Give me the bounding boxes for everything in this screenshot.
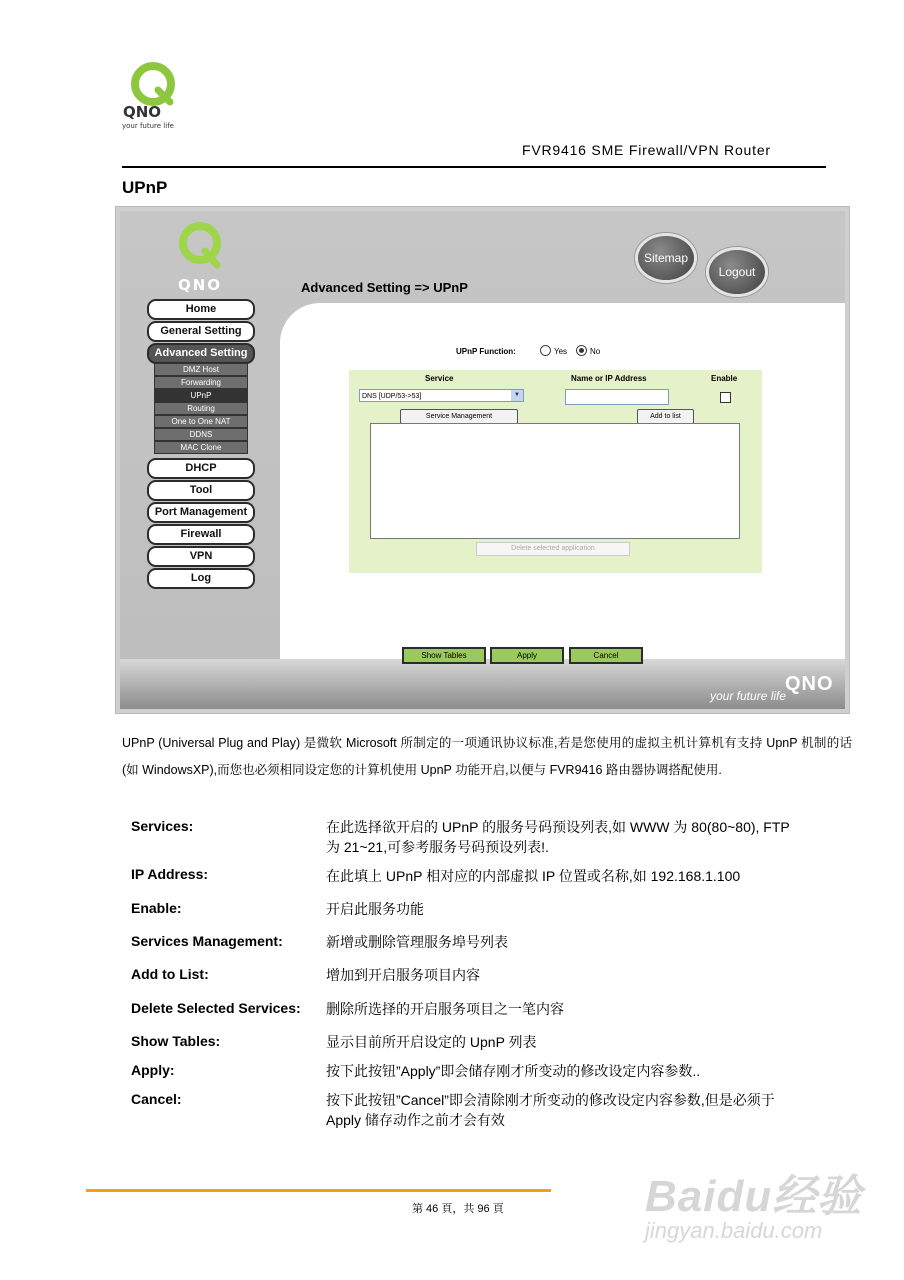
logout-button[interactable]: Logout xyxy=(706,247,768,297)
nav-vpn[interactable]: VPN xyxy=(147,546,255,567)
delete-selected-button[interactable]: Delete selected application xyxy=(476,542,630,556)
def-text-ip-address: 在此填上 UPnP 相对应的内部虚拟 IP 位置或名称,如 192.168.1.100 xyxy=(326,868,741,884)
def-text-enable: 开启此服务功能 xyxy=(326,901,424,917)
subnav-one-to-one-nat[interactable]: One to One NAT xyxy=(154,415,248,428)
product-title: FVR9416 SME Firewall/VPN Router xyxy=(522,142,771,158)
nav-home[interactable]: Home xyxy=(147,299,255,320)
def-term-ip-address: IP Address: xyxy=(131,866,209,882)
upnp-yes-radio[interactable] xyxy=(540,345,551,356)
subnav-forwarding[interactable]: Forwarding xyxy=(154,376,248,389)
page-title: Advanced Setting => UPnP xyxy=(301,280,468,295)
page-number: 第 46 頁，共 96 頁 xyxy=(412,1203,504,1215)
upnp-no-radio[interactable] xyxy=(576,345,587,356)
def-text-apply: 按下此按钮”Apply”即会储存刚才所变动的修改设定内容参数.. xyxy=(326,1063,701,1079)
nav-advanced-setting[interactable]: Advanced Setting xyxy=(147,343,255,364)
enable-checkbox[interactable] xyxy=(720,392,731,403)
qno-big-q-icon xyxy=(175,221,225,271)
watermark-url: jingyan.baidu.com xyxy=(645,1218,823,1243)
nav-port-management[interactable]: Port Management xyxy=(147,502,255,523)
sitemap-button[interactable]: Sitemap xyxy=(635,233,697,283)
def-term-add-to-list: Add to List: xyxy=(131,966,209,982)
def-text-cancel: 按下此按钮”Cancel”即会清除刚才所变动的修改设定内容参数,但是必须于 Apply 储存动作之前才会有效 xyxy=(326,1092,775,1128)
section-title: UPnP xyxy=(122,178,168,197)
bottom-brand: QNO xyxy=(785,673,834,695)
subnav-dmz-host[interactable]: DMZ Host xyxy=(154,363,248,376)
service-select[interactable] xyxy=(359,389,524,402)
def-text-services-management: 新增或删除管理服务埠号列表 xyxy=(326,934,508,950)
qno-logo xyxy=(118,62,188,132)
subnav-upnp[interactable]: UPnP xyxy=(154,389,248,402)
column-enable: Enable xyxy=(711,374,738,383)
subnav-routing[interactable]: Routing xyxy=(154,402,248,415)
nav-dhcp[interactable]: DHCP xyxy=(147,458,255,479)
def-text-delete-selected: 删除所选择的开启服务项目之一笔内容 xyxy=(326,1001,564,1017)
upnp-no-label: No xyxy=(590,347,601,356)
def-text-services: 在此选择欲开启的 UPnP 的服务号码预设列表,如 WWW 为 80(80~80), FTP 为 21~21,可参考服务号码预设列表!. xyxy=(326,819,790,855)
service-management-button[interactable]: Service Management xyxy=(400,409,518,424)
upnp-screenshot xyxy=(115,206,850,714)
def-term-services: Services: xyxy=(131,818,194,834)
nav-log[interactable]: Log xyxy=(147,568,255,589)
service-select-value: DNS [UDP/53->53] xyxy=(362,393,422,400)
watermark-logo: Baidu经验 xyxy=(645,1172,863,1221)
nav-firewall[interactable]: Firewall xyxy=(147,524,255,545)
def-term-cancel: Cancel: xyxy=(131,1091,182,1107)
def-text-show-tables: 显示目前所开启设定的 UpnP 列表 xyxy=(326,1034,537,1050)
def-term-enable: Enable: xyxy=(131,900,182,916)
column-name-ip: Name or IP Address xyxy=(571,374,647,383)
description-paragraph: UPnP (Universal Plug and Play) 是微软 Microsoft 所制定的一项通讯协议标准,若是您使用的虚拟主机计算机有支持 UpnP 机制的话(如 WindowsXP),而您也必须相同设定您的计算机使用 UpnP 功能开启,以便与 FVR9416 路由器协调搭配使用. xyxy=(122,736,852,777)
subnav-mac-clone[interactable]: MAC Clone xyxy=(154,441,248,454)
show-tables-button[interactable]: Show Tables xyxy=(402,647,486,664)
bottom-tagline: your future life xyxy=(710,689,787,703)
logo-tagline: your future life xyxy=(122,122,174,130)
ip-address-input[interactable] xyxy=(565,389,669,405)
def-term-apply: Apply: xyxy=(131,1062,175,1078)
chevron-down-icon[interactable]: ▼ xyxy=(511,390,523,401)
def-text-add-to-list: 增加到开启服务项目内容 xyxy=(326,967,480,983)
qno-brand-word: QNO xyxy=(178,276,223,294)
column-service: Service xyxy=(425,374,454,383)
service-listbox[interactable] xyxy=(370,423,740,539)
def-term-show-tables: Show Tables: xyxy=(131,1033,221,1049)
upnp-yes-label: Yes xyxy=(554,347,568,356)
add-to-list-button[interactable]: Add to list xyxy=(637,409,694,424)
nav-tool[interactable]: Tool xyxy=(147,480,255,501)
cancel-button[interactable]: Cancel xyxy=(569,647,643,664)
def-term-delete-selected: Delete Selected Services: xyxy=(131,1000,301,1016)
footer-rule xyxy=(86,1189,551,1192)
header-rule xyxy=(122,166,826,168)
subnav-ddns[interactable]: DDNS xyxy=(154,428,248,441)
upnp-function-label: UPnP Function: xyxy=(456,347,516,356)
def-term-services-management: Services Management: xyxy=(131,933,283,949)
nav-general-setting[interactable]: General Setting xyxy=(147,321,255,342)
apply-button[interactable]: Apply xyxy=(490,647,564,664)
logo-word: QNO xyxy=(123,103,162,121)
